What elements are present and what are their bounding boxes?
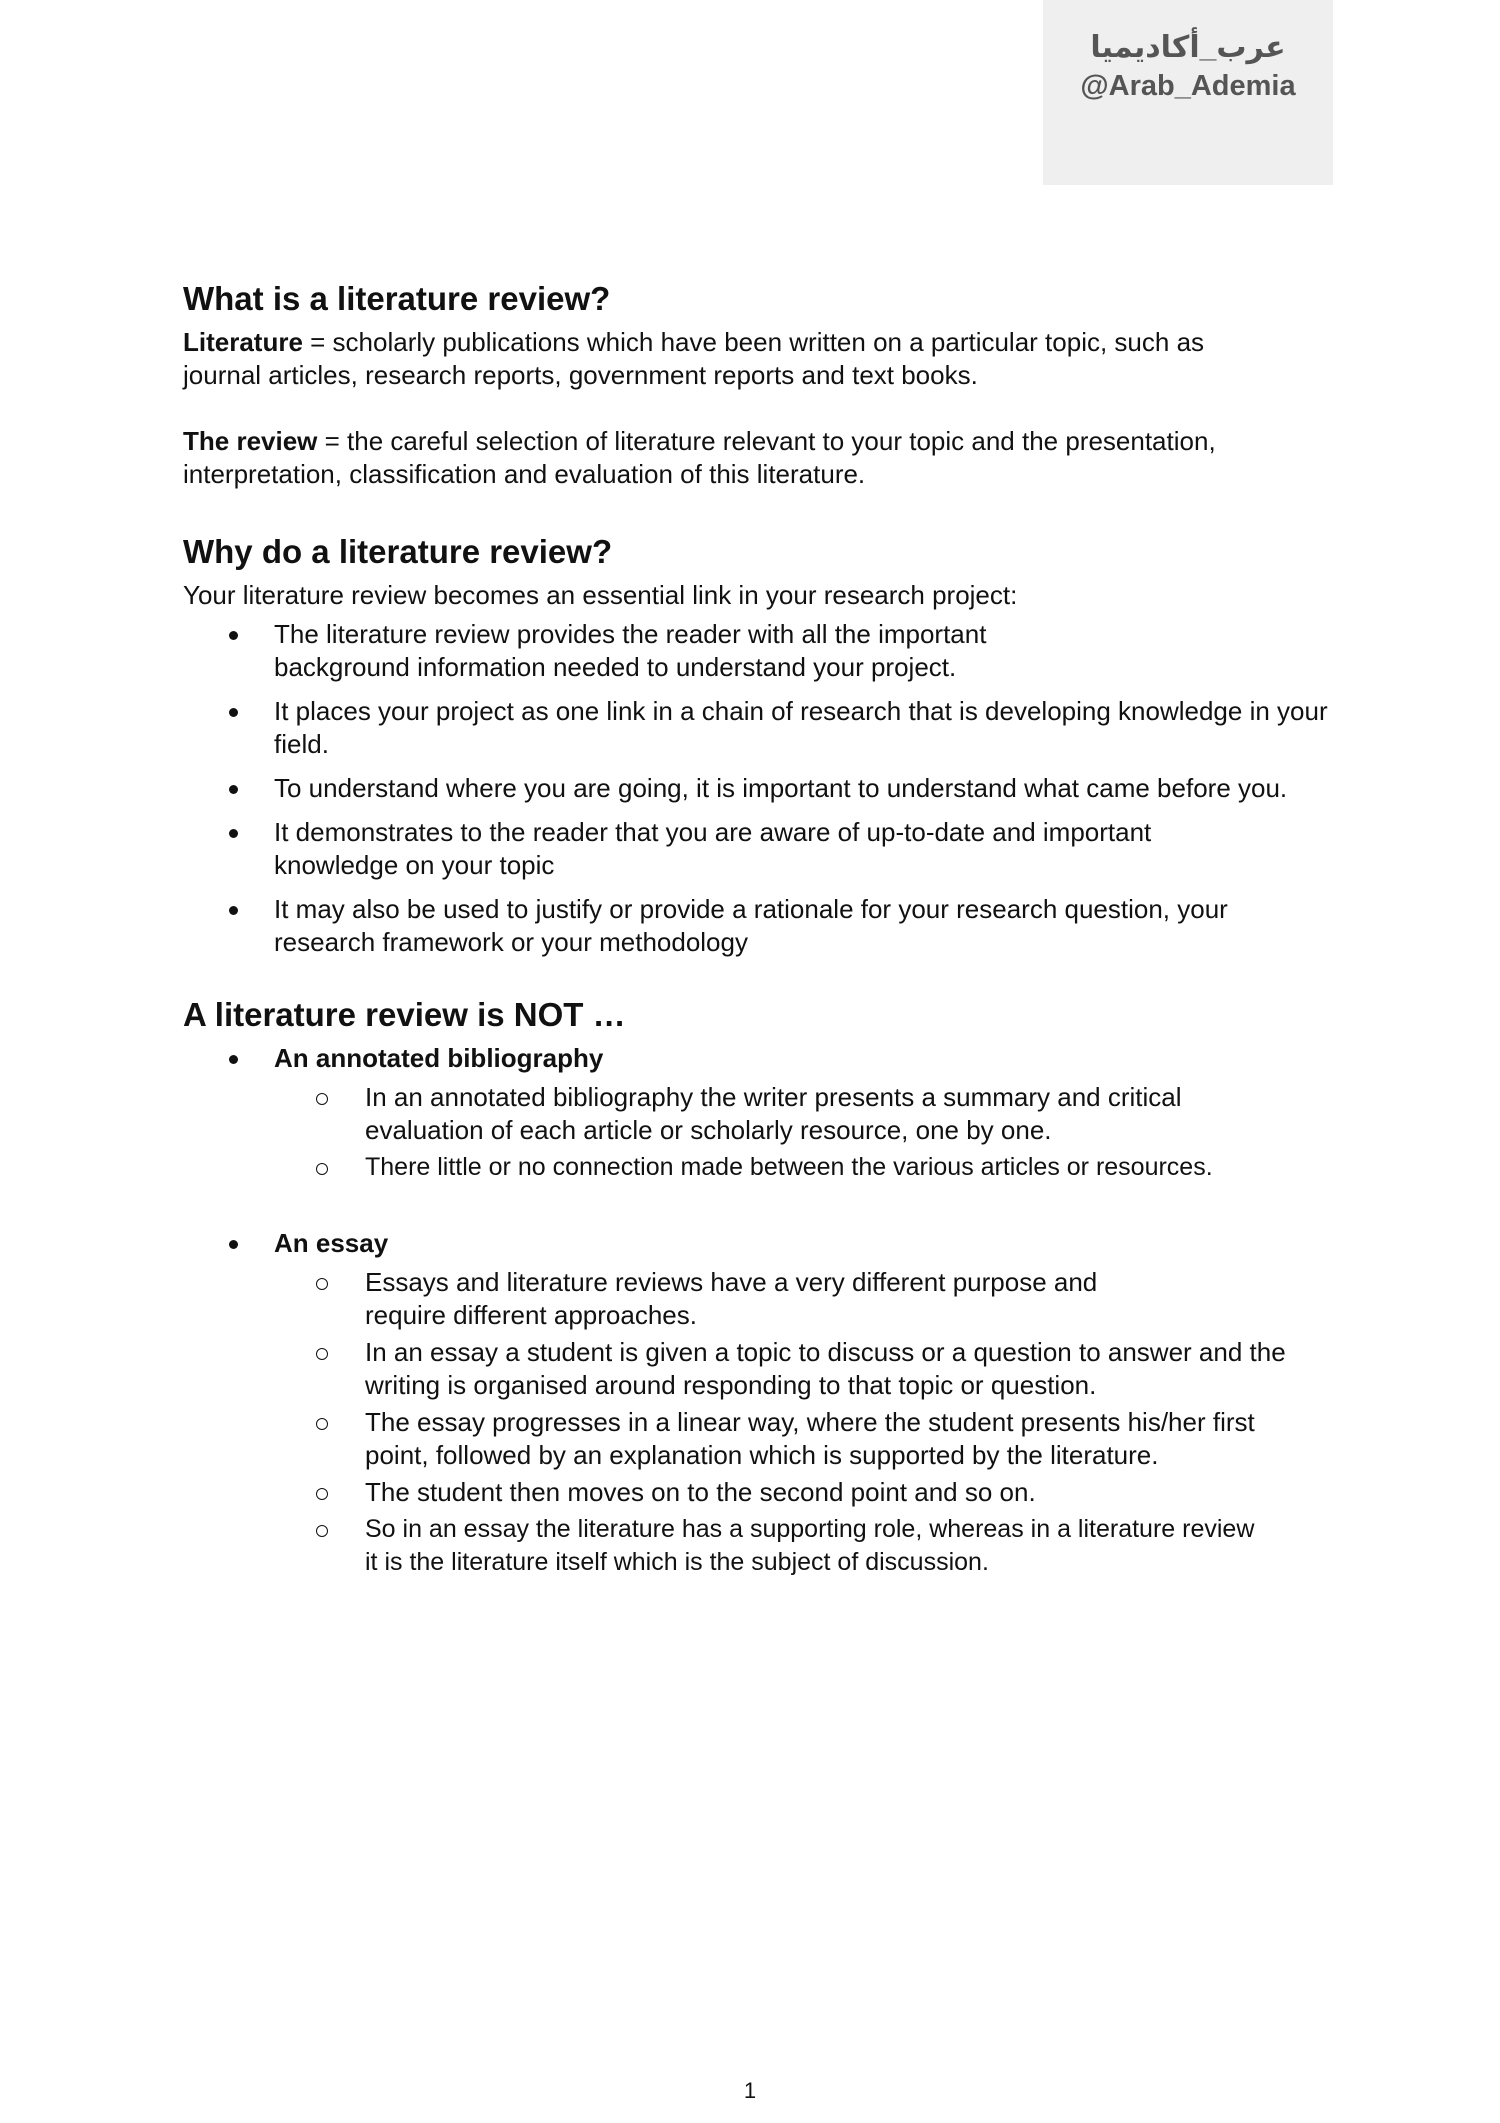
- item-title-essay: An essay: [274, 1228, 389, 1258]
- document-body: [183, 278, 1328, 1590]
- term-literature: Literature: [183, 327, 303, 357]
- sub-list-item: In an essay a student is given a topic to discuss or a question to answer and the writing is organised around responding to that topic or question.: [365, 1336, 1325, 1402]
- not-list: [183, 1042, 1323, 1184]
- sub-list-item: Essays and literature reviews have a very different purpose and require different approaches.: [365, 1266, 1185, 1332]
- sub-list-item: So in an essay the literature has a supporting role, whereas in a literature review it is the literature itself which is the subject of discussion.: [365, 1513, 1265, 1579]
- sub-list-item: The essay progresses in a linear way, where the student presents his/her first point, followed by an explanation which is supported by the literature.: [365, 1406, 1325, 1472]
- list-item: It places your project as one link in a chain of research that is developing knowledge in your field.: [274, 695, 1334, 761]
- watermark-logo: [1043, 0, 1333, 185]
- page-number: 1: [743, 2078, 757, 2103]
- circle-bullet-icon: [316, 1278, 328, 1290]
- list-item: It demonstrates to the reader that you are aware of up-to-date and important knowledge on your topic: [274, 816, 1254, 882]
- why-intro: Your literature review becomes an essential link in your research project:: [183, 580, 1018, 610]
- sub-list-item: There little or no connection made between the various articles or resources.: [365, 1151, 1325, 1184]
- term-review: The review: [183, 426, 318, 456]
- bullet-icon: [229, 708, 238, 717]
- bullet-icon: [229, 631, 238, 640]
- bullet-icon: [229, 785, 238, 794]
- list-item: It may also be used to justify or provide a rationale for your research question, your research framework or your methodology: [274, 893, 1254, 959]
- circle-bullet-icon: [316, 1093, 328, 1105]
- why-bullet-list: [183, 618, 1328, 959]
- list-item: [274, 1227, 1323, 1579]
- bullet-icon: [229, 829, 238, 838]
- heading-not: A literature review is NOT …: [183, 996, 626, 1033]
- bullet-icon: [229, 906, 238, 915]
- circle-bullet-icon: [316, 1163, 328, 1175]
- watermark-handle: @Arab_Ademia: [1080, 70, 1296, 102]
- watermark-arabic: عرب_أكاديميا: [1090, 31, 1286, 64]
- list-item: The literature review provides the reader with all the important background information needed to understand your project.: [274, 618, 1094, 684]
- definition-literature: [183, 326, 1263, 392]
- list-item: [274, 1042, 1323, 1184]
- sub-list-item: The student then moves on to the second point and so on.: [365, 1476, 1325, 1509]
- heading-what-is: What is a literature review?: [183, 280, 611, 317]
- sub-list: [274, 1081, 1323, 1184]
- definition-review: [183, 425, 1223, 491]
- item-title-annotated-bibliography: An annotated bibliography: [274, 1043, 604, 1073]
- sub-list: [274, 1266, 1323, 1579]
- circle-bullet-icon: [316, 1488, 328, 1500]
- list-item: To understand where you are going, it is important to understand what came before you.: [274, 772, 1334, 805]
- circle-bullet-icon: [316, 1418, 328, 1430]
- sub-list-item: In an annotated bibliography the writer presents a summary and critical evaluation of each article or scholarly resource, one by one.: [365, 1081, 1205, 1147]
- not-list-essay: [183, 1227, 1323, 1579]
- bullet-icon: [229, 1240, 238, 1249]
- circle-bullet-icon: [316, 1525, 328, 1537]
- circle-bullet-icon: [316, 1348, 328, 1360]
- definition-review-text: = the careful selection of literature relevant to your topic and the presentation, interpretation, classification and evaluation of this literature.: [183, 426, 1216, 489]
- heading-why: Why do a literature review?: [183, 533, 613, 570]
- bullet-icon: [229, 1055, 238, 1064]
- definition-literature-text: = scholarly publications which have been written on a particular topic, such as journal articles, research reports, government reports and text books.: [183, 327, 1205, 390]
